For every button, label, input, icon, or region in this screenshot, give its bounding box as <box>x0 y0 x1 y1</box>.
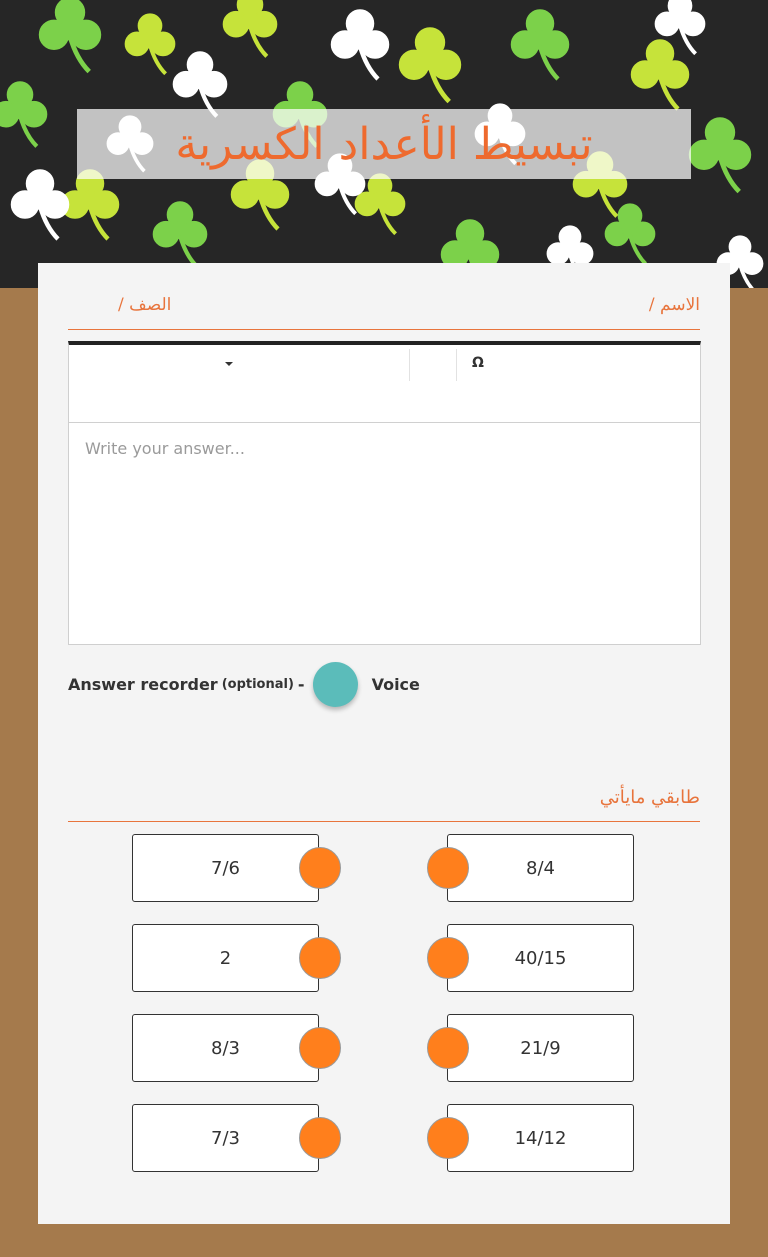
match-right-connector[interactable] <box>427 1027 469 1069</box>
special-character-button[interactable]: Ω <box>472 355 484 371</box>
voice-record-button[interactable] <box>313 662 358 707</box>
header-banner <box>0 0 768 288</box>
match-right-item: 8/4 <box>447 834 634 902</box>
recorder-optional: (optional) <box>221 676 294 692</box>
page-title: تبسيط الأعداد الكسرية <box>175 118 593 170</box>
toolbar-divider <box>409 349 410 381</box>
match-left-item: 7/6 <box>132 834 319 902</box>
recorder-label: Answer recorder <box>68 674 218 694</box>
matching-heading: طابقي مايأتي <box>599 787 700 808</box>
title-box <box>77 109 691 179</box>
class-label: الصف / <box>118 295 172 315</box>
student-info-row <box>68 293 700 330</box>
match-left-connector[interactable] <box>299 847 341 889</box>
answer-recorder <box>68 661 420 707</box>
matching-heading-row <box>68 785 700 822</box>
match-right-item: 40/15 <box>447 924 634 992</box>
toolbar-divider <box>456 349 457 381</box>
match-left-connector[interactable] <box>299 1027 341 1069</box>
answer-textarea[interactable] <box>69 423 700 643</box>
match-left-connector[interactable] <box>299 1117 341 1159</box>
editor-toolbar <box>69 345 700 423</box>
match-left-item: 2 <box>132 924 319 992</box>
format-dropdown-chevron-down-icon[interactable] <box>225 362 233 366</box>
voice-label: Voice <box>371 674 420 694</box>
name-label: الاسم / <box>648 295 700 315</box>
match-left-item: 8/3 <box>132 1014 319 1082</box>
match-left-connector[interactable] <box>299 937 341 979</box>
match-right-connector[interactable] <box>427 847 469 889</box>
match-left-item: 7/3 <box>132 1104 319 1172</box>
answer-editor <box>68 341 701 645</box>
match-right-connector[interactable] <box>427 937 469 979</box>
match-right-item: 14/12 <box>447 1104 634 1172</box>
recorder-dash: - <box>297 674 305 694</box>
match-right-item: 21/9 <box>447 1014 634 1082</box>
match-right-connector[interactable] <box>427 1117 469 1159</box>
worksheet-card <box>38 263 730 1224</box>
